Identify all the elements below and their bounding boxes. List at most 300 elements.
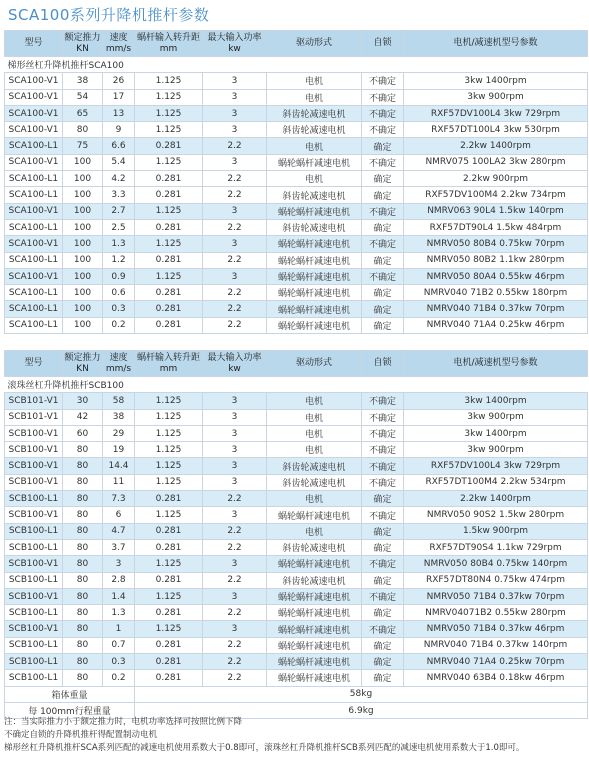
- table-cell: SCB100-L1: [5, 539, 63, 555]
- table-cell: 电机: [267, 393, 362, 409]
- table-cell: 1.125: [135, 105, 203, 121]
- table-cell: NMRV040 71A4 0.25kw 70rpm: [404, 654, 588, 670]
- table-cell: 0.281: [135, 491, 203, 507]
- table-row: [5, 458, 588, 474]
- table-cell: 65: [63, 105, 103, 121]
- table-cell: 0.2: [103, 317, 135, 333]
- table-cell: 不确定: [362, 556, 404, 572]
- table-cell: 80: [63, 621, 103, 637]
- table-cell: 不确定: [362, 105, 404, 121]
- table-cell: 1: [103, 621, 135, 637]
- column-header: 最大输入功率 kw: [203, 31, 267, 57]
- table-cell: RXF57DT90S4 1.1kw 729rpm: [404, 539, 588, 555]
- table-cell: RXF57DT100M4 2.2kw 534rpm: [404, 474, 588, 490]
- table-cell: 不确定: [362, 474, 404, 490]
- summary-value: 6.9kg: [135, 702, 588, 718]
- table-cell: NMRV050 71B4 0.37kw 70rpm: [404, 588, 588, 604]
- table-cell: 19: [103, 442, 135, 458]
- table-cell: 100: [63, 285, 103, 301]
- table-cell: 0.281: [135, 285, 203, 301]
- table-row: [5, 317, 588, 333]
- table-header: [5, 351, 588, 377]
- table-cell: SCB101-V1: [5, 409, 63, 425]
- table-cell: 2.2: [203, 138, 267, 154]
- table-cell: 蜗轮蜗杆减速电机: [267, 637, 362, 653]
- table-cell: 不确定: [362, 268, 404, 284]
- table-cell: 17: [103, 89, 135, 105]
- table-cell: 斜齿轮减速电机: [267, 105, 362, 121]
- table-cell: 3kw 900rpm: [404, 409, 588, 425]
- table-cell: 0.281: [135, 539, 203, 555]
- table-cell: 确定: [362, 285, 404, 301]
- table-cell: 2.2: [203, 317, 267, 333]
- summary-label: 每 100mm行程重量: [5, 702, 135, 718]
- table-cell: 9: [103, 122, 135, 138]
- table-cell: 3: [203, 474, 267, 490]
- table-cell: 0.6: [103, 285, 135, 301]
- table-cell: 38: [103, 409, 135, 425]
- table-row: [5, 539, 588, 555]
- section-title: 滚珠丝杠升降机推杆SCB100: [5, 377, 588, 393]
- table-cell: 80: [63, 507, 103, 523]
- column-header: 驱动形式: [267, 31, 362, 57]
- table-cell: 100: [63, 317, 103, 333]
- table-cell: 斜齿轮减速电机: [267, 187, 362, 203]
- column-header: 额定推力 KN: [63, 31, 103, 57]
- table-row: [5, 621, 588, 637]
- table-cell: SCA100-L1: [5, 317, 63, 333]
- table-cell: 0.281: [135, 219, 203, 235]
- table-cell: 确定: [362, 491, 404, 507]
- table-cell: SCA100-V1: [5, 105, 63, 121]
- table-cell: 54: [63, 89, 103, 105]
- table-cell: 不确定: [362, 588, 404, 604]
- table-cell: 0.281: [135, 670, 203, 686]
- table-row: [5, 105, 588, 121]
- table-cell: 80: [63, 605, 103, 621]
- table-cell: 2.2kw 900rpm: [404, 171, 588, 187]
- table-cell: 不确定: [362, 507, 404, 523]
- table-cell: 2.2: [203, 637, 267, 653]
- table-cell: 1.3: [103, 236, 135, 252]
- table-row: [5, 285, 588, 301]
- table-cell: 电机: [267, 73, 362, 89]
- table-cell: NMRV040 71B2 0.55kw 180rpm: [404, 285, 588, 301]
- table-cell: 蜗轮蜗杆减速电机: [267, 556, 362, 572]
- column-header: 型号: [5, 31, 63, 57]
- table-cell: NMRV050 80B2 1.1kw 280rpm: [404, 252, 588, 268]
- table-cell: 6.6: [103, 138, 135, 154]
- table-row: [5, 301, 588, 317]
- table-row: [5, 409, 588, 425]
- table-cell: 4.7: [103, 523, 135, 539]
- table-cell: 0.9: [103, 268, 135, 284]
- column-header: 自锁: [362, 31, 404, 57]
- table-cell: 0.3: [103, 301, 135, 317]
- table-cell: 2.2: [203, 285, 267, 301]
- table-cell: SCA100-L1: [5, 301, 63, 317]
- table-cell: SCB100-V1: [5, 556, 63, 572]
- table-cell: 确定: [362, 605, 404, 621]
- table-cell: SCA100-V1: [5, 122, 63, 138]
- table-cell: 5.4: [103, 154, 135, 170]
- table-cell: 3: [203, 89, 267, 105]
- table-cell: 不确定: [362, 442, 404, 458]
- table-cell: 26: [103, 73, 135, 89]
- table-cell: 1.125: [135, 122, 203, 138]
- table-cell: NMRV04071B2 0.55kw 280rpm: [404, 605, 588, 621]
- table-cell: 蜗轮蜗杆减速电机: [267, 605, 362, 621]
- table-cell: 3: [203, 409, 267, 425]
- table-cell: 不确定: [362, 203, 404, 219]
- table-cell: 3kw 1400rpm: [404, 425, 588, 441]
- table-cell: 蜗轮蜗杆减速电机: [267, 252, 362, 268]
- table-cell: 0.281: [135, 654, 203, 670]
- table-row: [5, 474, 588, 490]
- table-cell: NMRV050 80A4 0.55kw 46rpm: [404, 268, 588, 284]
- table-cell: 2.2kw 1400rpm: [404, 138, 588, 154]
- table-cell: 蜗轮蜗杆减速电机: [267, 203, 362, 219]
- table-cell: 1.125: [135, 73, 203, 89]
- table-cell: 80: [63, 588, 103, 604]
- table-cell: 13: [103, 105, 135, 121]
- table-cell: NMRV050 80B4 0.75kw 140rpm: [404, 556, 588, 572]
- table-cell: 不确定: [362, 425, 404, 441]
- table-cell: SCA100-V1: [5, 73, 63, 89]
- table-cell: 3: [203, 621, 267, 637]
- table-cell: 1.4: [103, 588, 135, 604]
- table-cell: 电机: [267, 425, 362, 441]
- table-cell: 2.2: [203, 491, 267, 507]
- table-cell: 3: [203, 507, 267, 523]
- table-cell: SCB100-V1: [5, 425, 63, 441]
- table-cell: SCB100-V1: [5, 474, 63, 490]
- summary-row: [5, 686, 588, 702]
- section-row: [5, 57, 588, 73]
- table-cell: 2.7: [103, 203, 135, 219]
- table-cell: 80: [63, 637, 103, 653]
- table-cell: 3: [203, 393, 267, 409]
- table-cell: 斜齿轮减速电机: [267, 539, 362, 555]
- table-cell: 不确定: [362, 154, 404, 170]
- table-cell: NMRV040 63B4 0.18kw 46rpm: [404, 670, 588, 686]
- table-row: [5, 670, 588, 686]
- table-cell: SCA100-L1: [5, 171, 63, 187]
- table-row: [5, 268, 588, 284]
- table-cell: 1.125: [135, 409, 203, 425]
- table-row: [5, 654, 588, 670]
- column-header: 型号: [5, 351, 63, 377]
- table-cell: 确定: [362, 523, 404, 539]
- table-cell: 42: [63, 409, 103, 425]
- table-cell: 斜齿轮减速电机: [267, 572, 362, 588]
- column-header: 速度 mm/s: [103, 31, 135, 57]
- table-cell: 58: [103, 393, 135, 409]
- table-cell: SCB100-L1: [5, 605, 63, 621]
- table-cell: 3: [103, 556, 135, 572]
- table-row: [5, 507, 588, 523]
- table-cell: 确定: [362, 138, 404, 154]
- table-cell: 2.2: [203, 670, 267, 686]
- table-cell: 2.2: [203, 523, 267, 539]
- table-cell: 3: [203, 268, 267, 284]
- table-cell: 1.125: [135, 425, 203, 441]
- table-cell: 电机: [267, 491, 362, 507]
- table-cell: 电机: [267, 409, 362, 425]
- table-row: [5, 556, 588, 572]
- table-cell: 11: [103, 474, 135, 490]
- column-header: 速度 mm/s: [103, 351, 135, 377]
- table-cell: 不确定: [362, 621, 404, 637]
- table-cell: 不确定: [362, 393, 404, 409]
- table-cell: 蜗轮蜗杆减速电机: [267, 507, 362, 523]
- table-cell: 2.2: [203, 171, 267, 187]
- table-cell: 30: [63, 393, 103, 409]
- table-cell: 80: [63, 556, 103, 572]
- table-cell: 2.2: [203, 187, 267, 203]
- table-cell: 确定: [362, 187, 404, 203]
- table-cell: 0.281: [135, 572, 203, 588]
- table-row: [5, 219, 588, 235]
- column-header: 最大输入功率 kw: [203, 351, 267, 377]
- column-header: 蜗杆输入转升距 mm: [135, 31, 203, 57]
- column-header: 电机/减速机型号参数: [404, 31, 588, 57]
- table-cell: NMRV063 90L4 1.5kw 140rpm: [404, 203, 588, 219]
- table-cell: SCB100-L1: [5, 654, 63, 670]
- table-cell: 电机: [267, 171, 362, 187]
- table-cell: 蜗轮蜗杆减速电机: [267, 236, 362, 252]
- table-cell: 斜齿轮减速电机: [267, 219, 362, 235]
- table-row: [5, 138, 588, 154]
- table-cell: 不确定: [362, 122, 404, 138]
- table-cell: 4.2: [103, 171, 135, 187]
- table-cell: 电机: [267, 89, 362, 105]
- table-cell: 1.125: [135, 89, 203, 105]
- table-cell: 1.125: [135, 442, 203, 458]
- column-header: 自锁: [362, 351, 404, 377]
- table-cell: 确定: [362, 317, 404, 333]
- table-cell: RXF57DT100L4 3kw 530rpm: [404, 122, 588, 138]
- table-cell: 100: [63, 203, 103, 219]
- table-cell: 29: [103, 425, 135, 441]
- table-cell: 100: [63, 268, 103, 284]
- table-cell: 0.2: [103, 670, 135, 686]
- note-line: 注：当实际推力小于额定推力时，电机功率选择可按照比例下降: [4, 717, 243, 727]
- table-cell: 3kw 900rpm: [404, 442, 588, 458]
- table-cell: 100: [63, 252, 103, 268]
- table-cell: 蜗轮蜗杆减速电机: [267, 588, 362, 604]
- table-cell: 确定: [362, 219, 404, 235]
- table-cell: SCA100-V1: [5, 203, 63, 219]
- table-cell: 3kw 1400rpm: [404, 73, 588, 89]
- table-cell: 蜗轮蜗杆减速电机: [267, 670, 362, 686]
- table-cell: SCB100-L1: [5, 572, 63, 588]
- table-cell: NMRV040 71A4 0.25kw 46rpm: [404, 317, 588, 333]
- table-row: [5, 572, 588, 588]
- table-cell: 0.281: [135, 138, 203, 154]
- table-cell: 80: [63, 539, 103, 555]
- table-row: [5, 171, 588, 187]
- table-cell: 1.125: [135, 458, 203, 474]
- table-cell: 0.3: [103, 654, 135, 670]
- table-cell: RXF57DV100L4 3kw 729rpm: [404, 458, 588, 474]
- table-cell: 确定: [362, 670, 404, 686]
- column-header: 驱动形式: [267, 351, 362, 377]
- table-cell: 电机: [267, 138, 362, 154]
- table-cell: 斜齿轮减速电机: [267, 122, 362, 138]
- table-cell: 80: [63, 458, 103, 474]
- table-cell: 3: [203, 154, 267, 170]
- table-row: [5, 203, 588, 219]
- table-cell: 确定: [362, 252, 404, 268]
- table-cell: 确定: [362, 539, 404, 555]
- table-row: [5, 442, 588, 458]
- column-header: 蜗杆输入转升距 mm: [135, 351, 203, 377]
- table-cell: RXF57DT90L4 1.5kw 484rpm: [404, 219, 588, 235]
- table-row: [5, 393, 588, 409]
- table-cell: SCA100-V1: [5, 89, 63, 105]
- column-header: 电机/减速机型号参数: [404, 351, 588, 377]
- table-cell: SCB100-L1: [5, 637, 63, 653]
- notes: [4, 716, 587, 755]
- table-cell: 1.5kw 900rpm: [404, 523, 588, 539]
- table-cell: 蜗轮蜗杆减速电机: [267, 654, 362, 670]
- table-cell: 75: [63, 138, 103, 154]
- table-cell: 80: [63, 572, 103, 588]
- table-cell: 0.281: [135, 252, 203, 268]
- table-cell: SCA100-L1: [5, 187, 63, 203]
- table-cell: 3: [203, 105, 267, 121]
- table-row: [5, 491, 588, 507]
- table-cell: SCA100-L1: [5, 285, 63, 301]
- table-cell: 2.2: [203, 605, 267, 621]
- table-cell: 蜗轮蜗杆减速电机: [267, 268, 362, 284]
- table-cell: 0.281: [135, 523, 203, 539]
- table-cell: 100: [63, 154, 103, 170]
- table-cell: SCA100-V1: [5, 268, 63, 284]
- table-row: [5, 588, 588, 604]
- table-cell: 2.2kw 1400rpm: [404, 491, 588, 507]
- table-cell: 斜齿轮减速电机: [267, 458, 362, 474]
- table-cell: SCA100-V1: [5, 154, 63, 170]
- note-line: 梯形丝杠升降机推杆SCA系列匹配的减速电机使用系数大于0.8即可，滚珠丝杠升降机推杆SCB系列匹配的减速电机使用系数大于1.0即可。: [4, 743, 525, 753]
- table-cell: SCA100-V1: [5, 236, 63, 252]
- table-cell: SCB101-V1: [5, 393, 63, 409]
- table-row: [5, 605, 588, 621]
- note-line: 不确定自锁的升降机推杆得配置制动电机: [4, 730, 158, 740]
- table-cell: 1.125: [135, 588, 203, 604]
- scb100-table: [4, 350, 588, 719]
- table-cell: SCB100-V1: [5, 442, 63, 458]
- table-cell: 2.2: [203, 301, 267, 317]
- table-cell: NMRV040 71B4 0.37kw 70rpm: [404, 301, 588, 317]
- table-cell: RXF57DV100L4 3kw 729rpm: [404, 105, 588, 121]
- table-cell: SCB100-L1: [5, 523, 63, 539]
- table-row: [5, 637, 588, 653]
- table-cell: 3: [203, 122, 267, 138]
- table-cell: 2.2: [203, 539, 267, 555]
- table-cell: 蜗轮蜗杆减速电机: [267, 301, 362, 317]
- section-title: 梯形丝杠升降机推杆SCA100: [5, 57, 588, 73]
- table-cell: 蜗轮蜗杆减速电机: [267, 154, 362, 170]
- table-cell: 不确定: [362, 236, 404, 252]
- table-cell: 3: [203, 442, 267, 458]
- table-cell: 2.2: [203, 654, 267, 670]
- table-cell: 80: [63, 654, 103, 670]
- table-row: [5, 425, 588, 441]
- table-cell: 80: [63, 670, 103, 686]
- table-cell: 0.7: [103, 637, 135, 653]
- table-cell: 0.281: [135, 605, 203, 621]
- table-cell: 2.2: [203, 572, 267, 588]
- table-cell: 100: [63, 219, 103, 235]
- table-cell: 100: [63, 236, 103, 252]
- table-cell: 0.281: [135, 171, 203, 187]
- table-cell: 3: [203, 73, 267, 89]
- table-cell: SCA100-L1: [5, 252, 63, 268]
- table-cell: 0.281: [135, 317, 203, 333]
- table-row: [5, 89, 588, 105]
- table-cell: NMRV050 71B4 0.37kw 46rpm: [404, 621, 588, 637]
- table-cell: 7.3: [103, 491, 135, 507]
- table-cell: SCA100-L1: [5, 219, 63, 235]
- table-cell: 不确定: [362, 409, 404, 425]
- table-cell: 6: [103, 507, 135, 523]
- table-cell: 1.125: [135, 474, 203, 490]
- table-row: [5, 236, 588, 252]
- table-cell: RXF57DV100M4 2.2kw 734rpm: [404, 187, 588, 203]
- table-cell: SCB100-V1: [5, 458, 63, 474]
- table-cell: 100: [63, 187, 103, 203]
- table-cell: 1.125: [135, 556, 203, 572]
- table-cell: 80: [63, 523, 103, 539]
- table-cell: 确定: [362, 572, 404, 588]
- table-cell: 3kw 1400rpm: [404, 393, 588, 409]
- table-cell: 不确定: [362, 89, 404, 105]
- table-cell: 80: [63, 491, 103, 507]
- table-cell: 1.125: [135, 203, 203, 219]
- table-cell: 14.4: [103, 458, 135, 474]
- table-cell: 蜗轮蜗杆减速电机: [267, 317, 362, 333]
- table-cell: SCB100-V1: [5, 621, 63, 637]
- table-cell: 斜齿轮减速电机: [267, 474, 362, 490]
- table-cell: NMRV075 100LA2 3kw 280rpm: [404, 154, 588, 170]
- table-cell: 38: [63, 73, 103, 89]
- table-cell: 确定: [362, 654, 404, 670]
- table-cell: 3: [203, 203, 267, 219]
- table-cell: 蜗轮蜗杆减速电机: [267, 285, 362, 301]
- summary-label: 箱体重量: [5, 686, 135, 702]
- table-cell: 3kw 900rpm: [404, 89, 588, 105]
- table-cell: 1.125: [135, 268, 203, 284]
- table-cell: 3: [203, 236, 267, 252]
- table-cell: 100: [63, 171, 103, 187]
- table-cell: SCB100-V1: [5, 588, 63, 604]
- table-cell: 1.125: [135, 154, 203, 170]
- table-cell: 2.2: [203, 252, 267, 268]
- table-header: [5, 31, 588, 57]
- table-row: [5, 523, 588, 539]
- table-cell: 80: [63, 474, 103, 490]
- table-cell: 不确定: [362, 73, 404, 89]
- table-cell: 1.125: [135, 507, 203, 523]
- summary-value: 58kg: [135, 686, 588, 702]
- table-cell: NMRV050 80B4 0.75kw 70rpm: [404, 236, 588, 252]
- table-row: [5, 73, 588, 89]
- table-cell: SCB100-V1: [5, 507, 63, 523]
- table-cell: 蜗轮蜗杆减速电机: [267, 621, 362, 637]
- table-cell: 1.125: [135, 621, 203, 637]
